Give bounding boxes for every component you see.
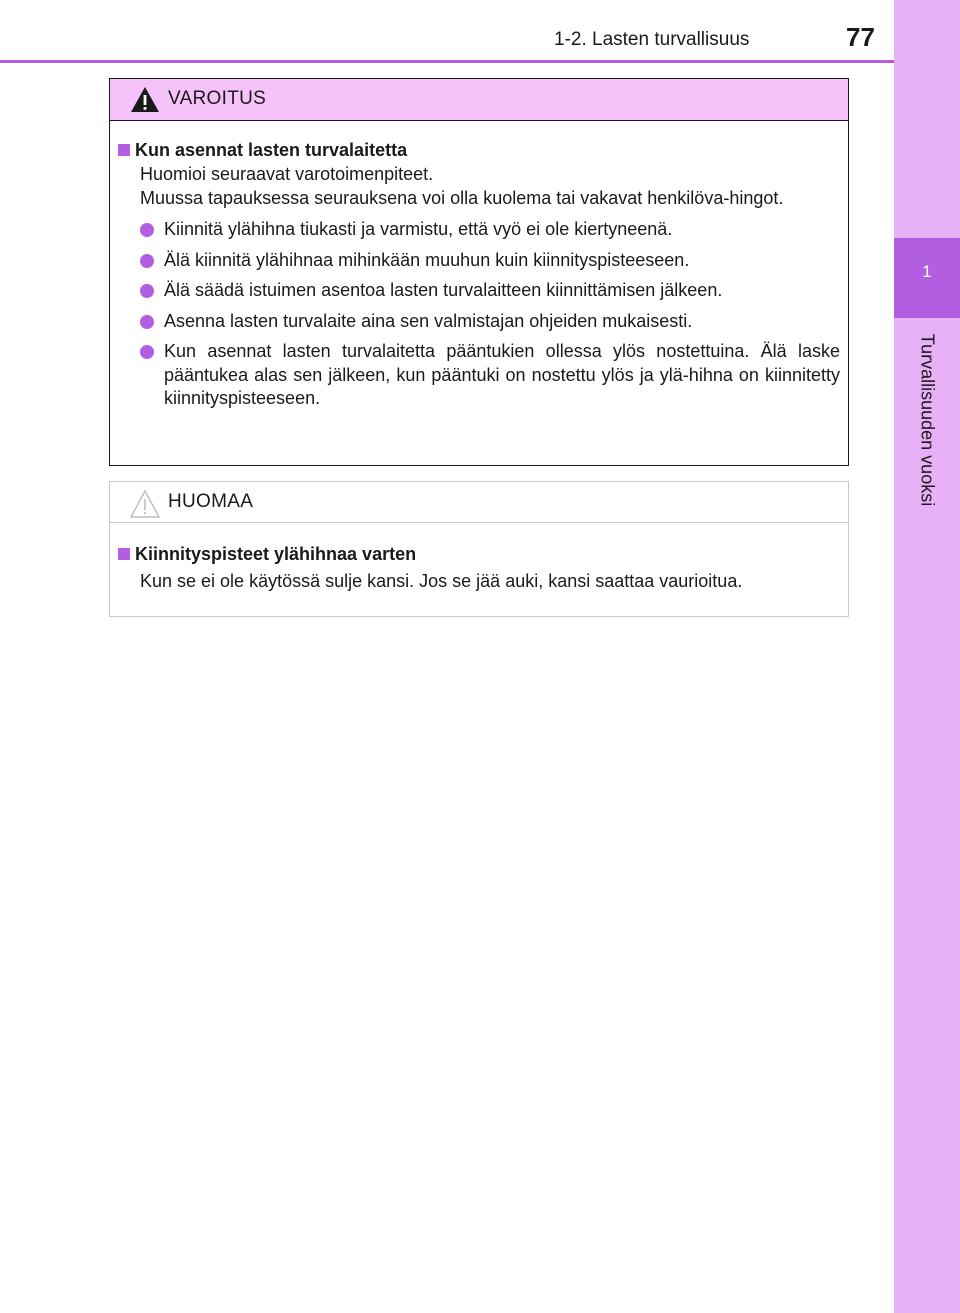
warning-title: VAROITUS [168, 88, 267, 109]
warning-filled-icon [130, 86, 160, 118]
warning-box [109, 78, 849, 466]
bullet-dot-icon [140, 223, 154, 237]
bullet-dot-icon [140, 284, 154, 298]
warning-heading [118, 137, 840, 163]
bullet-dot-icon [140, 254, 154, 268]
list-item-text: Asenna lasten turvalaite aina sen valmistajan ohjeiden mukaisesti. [164, 310, 693, 331]
list-item-text: Kiinnitä ylähihna tiukasti ja varmistu, että vyö ei ole kiertyneenä. [164, 219, 673, 239]
side-tab-number: 1 [922, 262, 932, 281]
side-tab-strip [894, 0, 960, 1313]
page-number: 77 [846, 22, 875, 52]
notice-box [109, 481, 849, 617]
list-item [140, 218, 840, 242]
notice-heading-text: Kiinnityspisteet ylähihnaa varten [135, 544, 417, 564]
bullet-dot-icon [140, 315, 154, 329]
list-item [140, 279, 840, 303]
list-item [140, 310, 840, 334]
notice-title: HUOMAA [168, 491, 254, 512]
warning-outline-icon [130, 489, 160, 524]
list-item-text: Älä säädä istuimen asentoa lasten turvalaitteen kiinnittämisen jälkeen. [164, 280, 723, 300]
warning-content [110, 121, 848, 411]
list-item [140, 249, 840, 273]
warning-heading-text: Kun asennat lasten turvalaitetta [135, 140, 408, 160]
list-item [140, 340, 840, 411]
warning-consequence: Muussa tapauksessa seurauksena voi olla kuolema tai vakavat henkilöva-hingot. [140, 187, 784, 208]
section-title: 1-2. Lasten turvallisuus [554, 29, 750, 50]
warning-list [118, 218, 840, 411]
notice-text: Kun se ei ole käytössä sulje kansi. Jos se jää auki, kansi saattaa vaurioitua. [140, 571, 743, 591]
side-tab-label: Turvallisuuden vuoksi [917, 333, 938, 507]
bullet-dot-icon [140, 345, 154, 359]
header-divider [0, 60, 894, 63]
list-item-text: Kun asennat lasten turvalaitetta pääntukien ollessa ylös nostettuina. Älä laske pääntukea alas sen jälkeen, kun pääntuki on nostettu ylös ja ylä-hihna on kiinnitetty kiinnityspisteeseen. [164, 341, 840, 408]
notice-content [110, 523, 848, 594]
square-bullet-icon [118, 144, 130, 156]
warning-header [110, 79, 848, 121]
square-bullet-icon [118, 548, 130, 560]
notice-header [110, 482, 848, 523]
notice-heading [118, 541, 840, 567]
list-item-text: Älä kiinnitä ylähihnaa mihinkään muuhun kuin kiinnityspisteeseen. [164, 249, 690, 270]
warning-intro: Huomioi seuraavat varotoimenpiteet. [140, 164, 434, 184]
